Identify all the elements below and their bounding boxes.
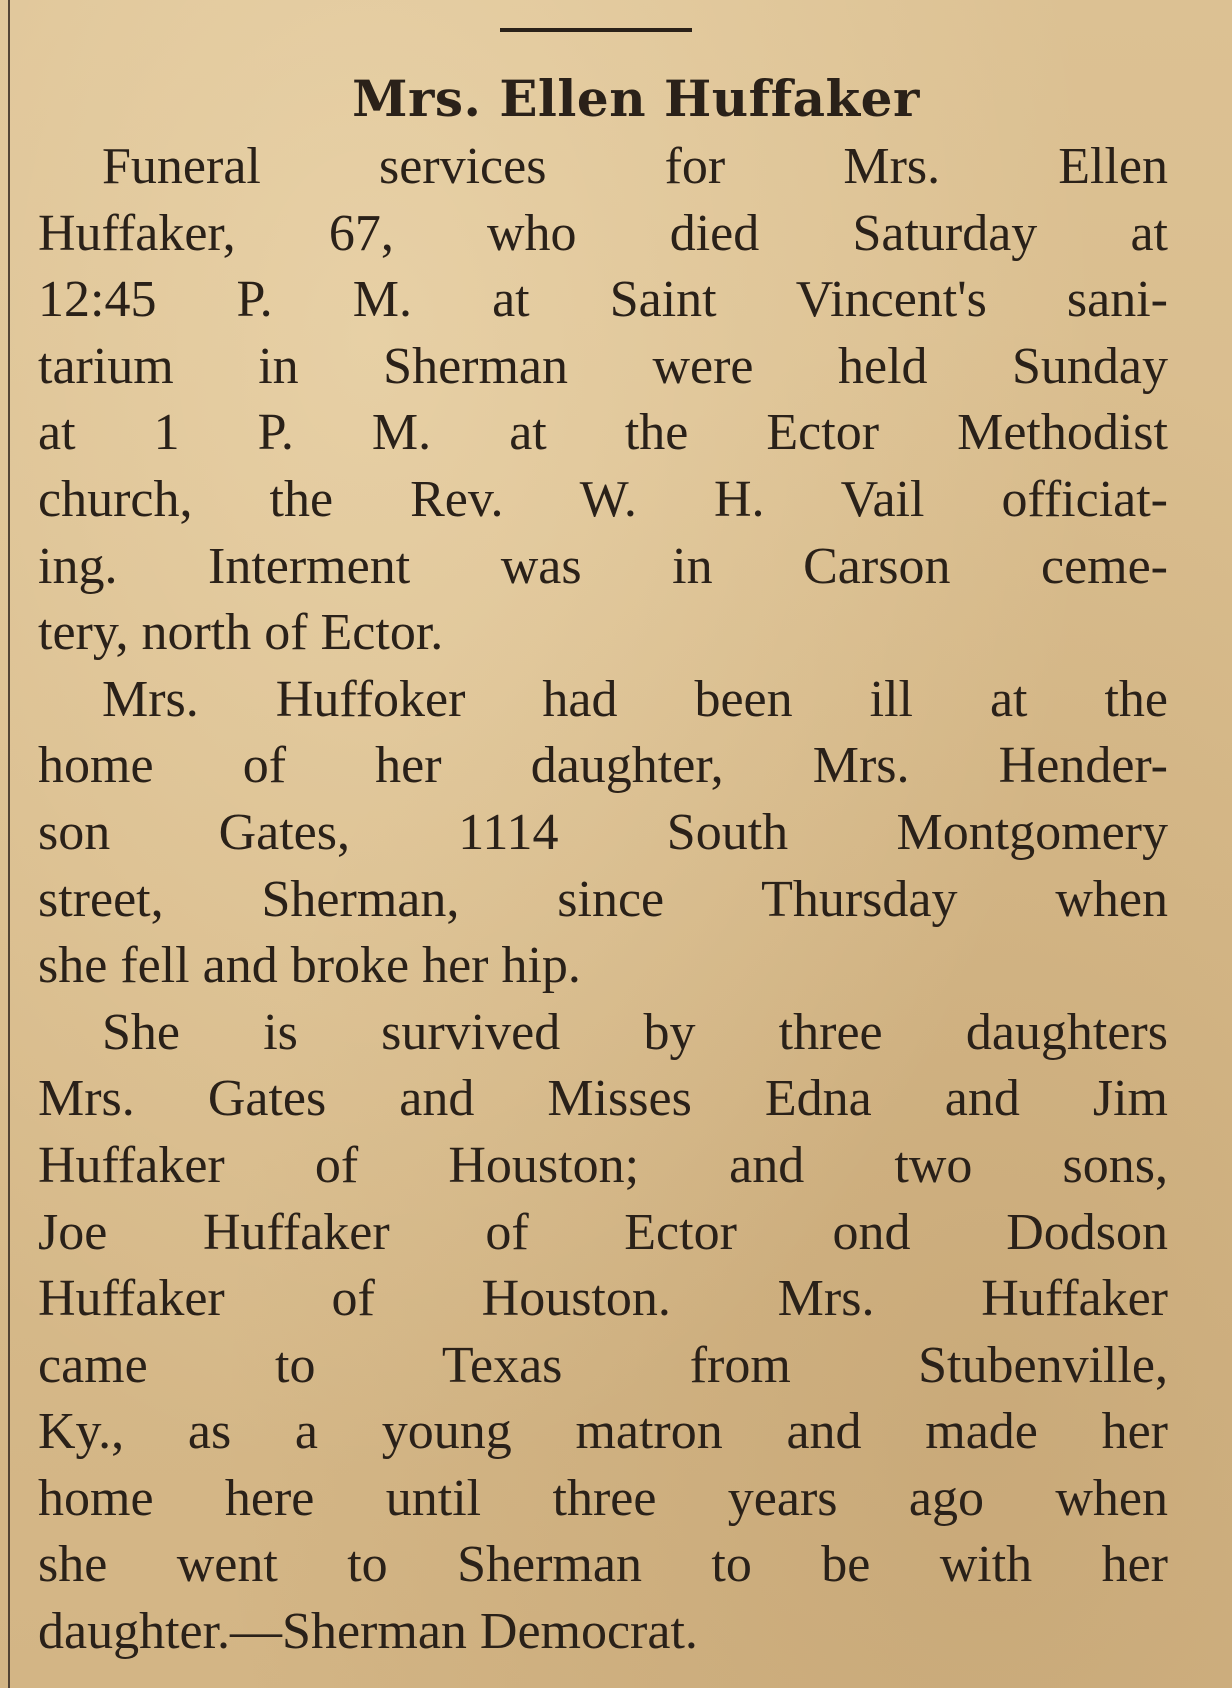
- paragraph-2-line: home of her daughter, Mrs. Hender-: [38, 737, 1168, 795]
- paragraph-1-line: tery, north of Ector.: [38, 604, 444, 662]
- paragraph-2-line: Mrs. Huffoker had been ill at the: [102, 670, 1168, 728]
- obituary-body: [38, 134, 1168, 1666]
- paragraph-1-line: tarium in Sherman were held Sunday: [38, 337, 1168, 395]
- paragraph-3-line: Huffaker of Houston. Mrs. Huffaker: [38, 1270, 1168, 1328]
- paragraph-1-line: 12:45 P. M. at Saint Vincent's sani-: [38, 271, 1168, 329]
- paragraph-3-line: Ky., as a young matron and made her: [38, 1403, 1168, 1461]
- paragraph-3-line: She is survived by three daughters: [102, 1003, 1168, 1061]
- paragraph-1-line: Huffaker, 67, who died Saturday at: [38, 204, 1168, 262]
- paragraph-1-line: at 1 P. M. at the Ector Methodist: [38, 404, 1168, 462]
- paragraph-1-line: ing. Interment was in Carson ceme-: [38, 537, 1168, 595]
- paragraph-3-line: Mrs. Gates and Misses Edna and Jim: [38, 1070, 1168, 1128]
- paragraph-3-line: Joe Huffaker of Ector ond Dodson: [38, 1203, 1168, 1261]
- paragraph-3-line: came to Texas from Stubenville,: [38, 1336, 1168, 1394]
- paragraph-3-line: home here until three years ago when: [38, 1469, 1168, 1527]
- paragraph-3-line: Huffaker of Houston; and two sons,: [38, 1136, 1168, 1194]
- paragraph-2-line: she fell and broke her hip.: [38, 937, 581, 995]
- paragraph-1-line: church, the Rev. W. H. Vail officiat-: [38, 470, 1168, 528]
- paragraph-1-line: Funeral services for Mrs. Ellen: [102, 138, 1168, 195]
- paragraph-3-line: she went to Sherman to be with her: [38, 1536, 1168, 1594]
- column-rule: [8, 0, 10, 1688]
- obituary-headline: Mrs. Ellen Huffaker: [352, 69, 920, 128]
- top-divider-rule: [500, 28, 692, 32]
- paragraph-2-line: son Gates, 1114 South Montgomery: [38, 803, 1168, 861]
- paragraph-3-line: daughter.—Sherman Democrat.: [38, 1603, 698, 1661]
- paragraph-2-line: street, Sherman, since Thursday when: [38, 870, 1168, 928]
